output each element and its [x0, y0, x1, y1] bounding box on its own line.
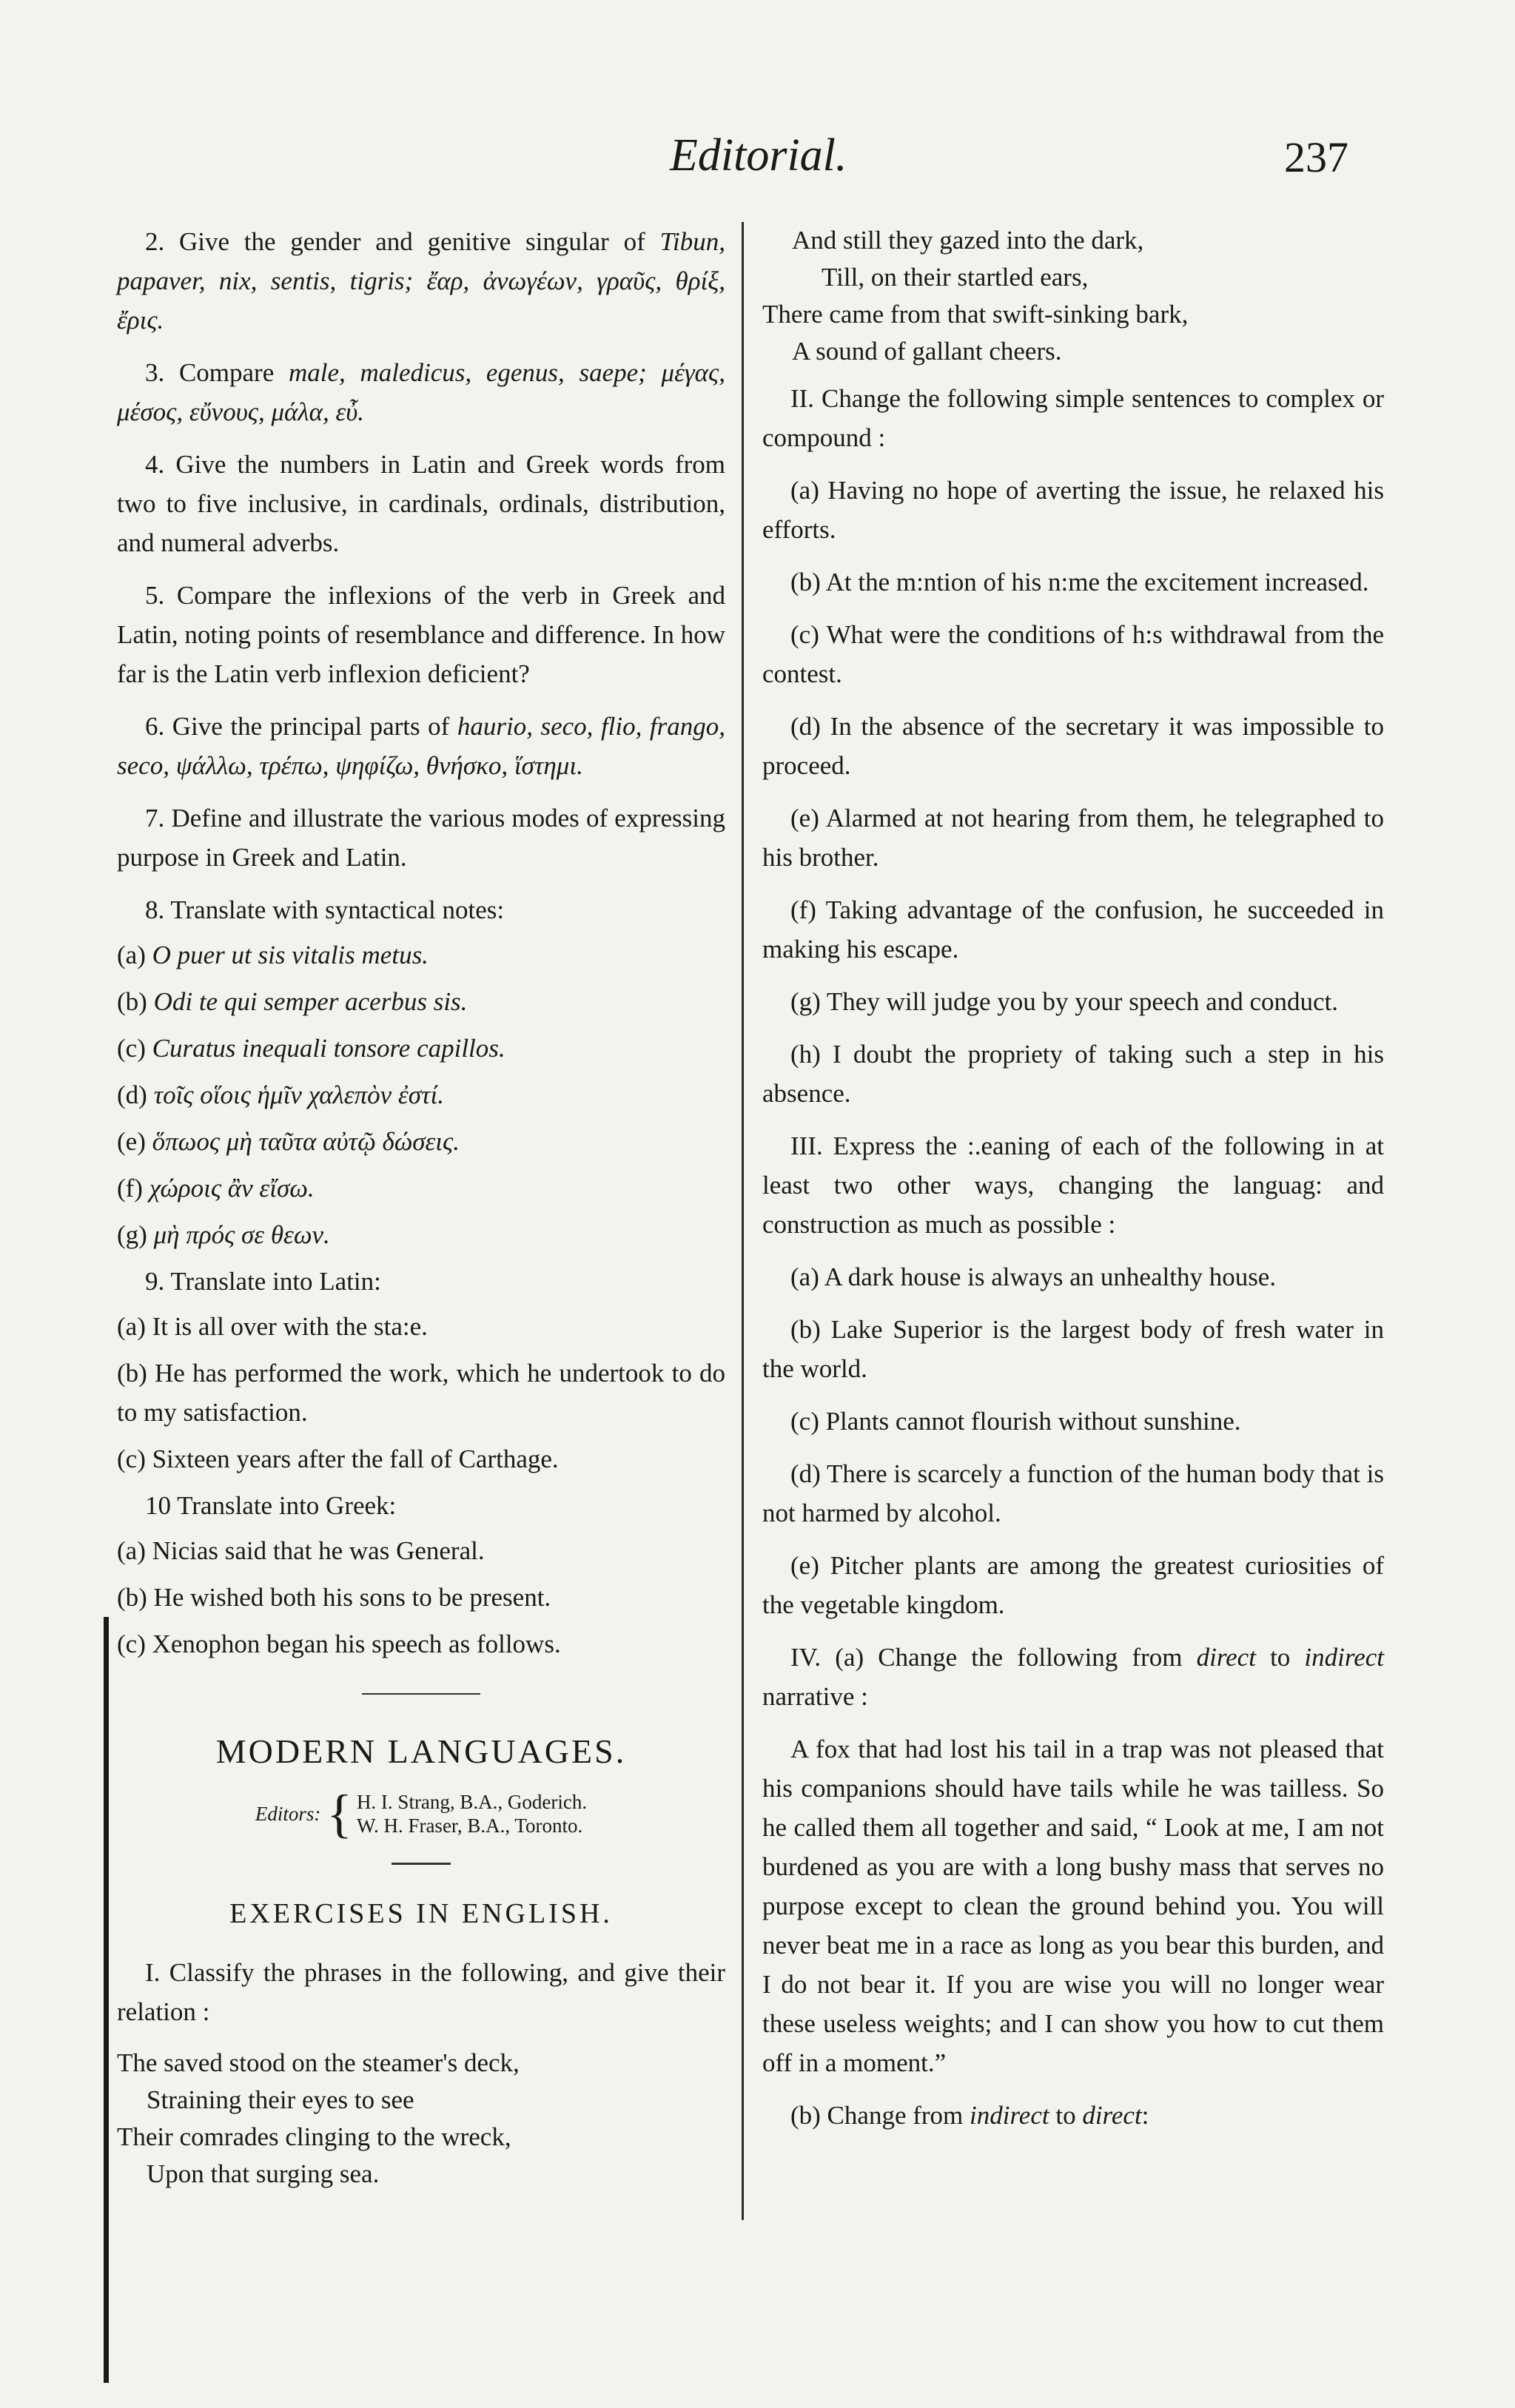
verse-line: Straining their eyes to see: [147, 2085, 414, 2114]
question-III: III. Express the :.eaning of each of the following in at least two other ways, changing the languag: and construction as much as possible :: [762, 1131, 1384, 1239]
question-III-item: (d) There is scarcely a function of the human body that is not harmed by alcohol.: [762, 1459, 1384, 1527]
exercise-heading: EXERCISES IN ENGLISH.: [229, 1898, 613, 1929]
question-II-item: (b) At the m:ntion of his n:me the excitement increased.: [790, 568, 1369, 596]
question-10-item: (c) Xenophon began his speech as follows.: [117, 1630, 561, 1658]
text: IV. (a) Change the following from: [790, 1643, 1197, 1672]
fable-passage: A fox that had lost his tail in a trap was not pleased that his companions should have tails while he was tailless. So he called them all together and said, “ Look at me, I am not burdened as you are with a long bushy mass that serves no purpose except to clean the ground behind you. You will never beat me in a race as long as you bear this burden, and I do not bear it. If you are wise you will no longer wear these useless weights; and I can show you how to cut them off in a moment.”: [762, 1735, 1384, 2077]
verse-line: Till, on their startled ears,: [822, 263, 1089, 292]
text: to: [1255, 1643, 1305, 1672]
question-2: [117, 222, 725, 340]
verse-line: Upon that surging sea.: [147, 2159, 380, 2188]
editor-name: W. H. Fraser, B.A., Toronto.: [356, 1815, 583, 1837]
question-II-item: (f) Taking advantage of the confusion, he succeeded in making his escape.: [762, 895, 1384, 963]
question-9-item: (c) Sixteen years after the fall of Carthage.: [117, 1445, 559, 1473]
question-6: [117, 707, 725, 785]
editors-block: [117, 1784, 725, 1843]
question-8-item: [117, 1122, 725, 1161]
item-label: (f): [117, 1174, 150, 1203]
item-label: (d): [117, 1080, 154, 1109]
section-divider: [362, 1693, 480, 1695]
question-IV-a: [762, 1638, 1384, 1716]
question-III-item: (e) Pitcher plants are among the greatest curiosities of the vegetable kingdom.: [762, 1551, 1384, 1619]
question-8-item: [117, 1075, 725, 1114]
item-text: O puer ut sis vitalis metus.: [152, 941, 429, 969]
item-label: (g): [117, 1220, 154, 1249]
question-10-item: (b) He wished both his sons to be present.: [117, 1583, 551, 1612]
item-label: (c): [117, 1034, 152, 1063]
editors-label: Editors:: [255, 1803, 321, 1825]
question-8-item: [117, 1168, 725, 1208]
verse-line: Their comrades clinging to the wreck,: [117, 2122, 511, 2151]
question-8-item: [117, 1029, 725, 1068]
question-9-item: (b) He has performed the work, which he undertook to do to my satisfaction.: [117, 1359, 725, 1427]
question-3-latin: male, maledicus, egenus, saepe;: [288, 358, 662, 387]
question-9-item: (a) It is all over with the sta:e.: [117, 1312, 428, 1341]
question-III-item: (a) A dark house is always an unhealthy house.: [790, 1262, 1277, 1291]
page-number: 237: [1284, 133, 1348, 181]
item-text: Curatus inequali tonsore capillos.: [152, 1034, 505, 1063]
verse-line: A sound of gallant cheers.: [792, 337, 1062, 366]
text: narrative :: [762, 1682, 868, 1711]
item-text: μὴ πρός σε θεων.: [153, 1220, 330, 1249]
left-margin-rule: [104, 1617, 109, 2383]
question-8-item: [117, 935, 725, 975]
question-III-item: (c) Plants cannot flourish without sunshine.: [790, 1407, 1241, 1436]
item-text: τοῖς οἵοις ἡμῖν χαλεπὸν ἐστί.: [153, 1080, 444, 1109]
short-divider: [392, 1863, 451, 1865]
text: :: [1141, 2101, 1149, 2130]
question-6-latin: haurio, seco, flio, frango, seco,: [117, 712, 725, 780]
question-II: II. Change the following simple sentences to complex or compound :: [762, 384, 1384, 452]
item-text: ὅπωος μὴ ταῦτα αὐτῷ δώσεις.: [152, 1127, 460, 1156]
question-2-latin: Tibun, papaver, nix, sentis, tigris;: [117, 227, 725, 295]
text: to: [1049, 2101, 1083, 2130]
question-3-greek: μέγας, μέσος, εὔνους, μάλα, εὖ.: [117, 358, 726, 426]
verse-line: And still they gazed into the dark,: [792, 226, 1144, 255]
question-7: 7. Define and illustrate the various modes of expressing purpose in Greek and Latin.: [117, 804, 725, 872]
question-4: 4. Give the numbers in Latin and Greek words from two to five inclusive, in cardinals, ordinals, distribution, and numeral adverbs.: [117, 450, 725, 557]
question-10-item: (a) Nicias said that he was General.: [117, 1536, 485, 1565]
question-2-text: 2. Give the gender and genitive singular of: [145, 227, 660, 256]
running-head: Editorial.: [670, 130, 847, 181]
item-label: (b): [117, 987, 154, 1016]
question-II-item: (h) I doubt the propriety of taking such a step in his absence.: [762, 1040, 1384, 1108]
question-8-item: [117, 1215, 725, 1254]
question-3: [117, 353, 725, 431]
question-II-item: (g) They will judge you by your speech and conduct.: [790, 987, 1339, 1016]
emphasis: indirect: [1304, 1643, 1384, 1672]
question-II-item: (c) What were the conditions of h:s withdrawal from the contest.: [762, 620, 1384, 688]
verse-block: [117, 2045, 725, 2193]
item-text: χώροις ἂν εἴσω.: [149, 1174, 315, 1203]
item-text: Odi te qui semper acerbus sis.: [153, 987, 468, 1016]
editors-list: [357, 1790, 587, 1837]
editor-name: H. I. Strang, B.A., Goderich.: [356, 1791, 588, 1813]
left-column: [117, 222, 725, 2202]
emphasis: direct: [1196, 1643, 1256, 1672]
item-label: (e): [117, 1127, 152, 1156]
question-8-items: [117, 935, 725, 1254]
question-9: 9. Translate into Latin:: [145, 1267, 381, 1296]
question-10: 10 Translate into Greek:: [145, 1491, 397, 1520]
item-label: (a): [117, 941, 152, 969]
question-8: 8. Translate with syntactical notes:: [145, 895, 505, 924]
verse-line: There came from that swift-sinking bark,: [762, 300, 1189, 329]
question-II-item: (a) Having no hope of averting the issue, he relaxed his efforts.: [762, 476, 1384, 544]
emphasis: indirect: [970, 2101, 1049, 2130]
question-II-item: (d) In the absence of the secretary it was impossible to proceed.: [762, 712, 1384, 780]
question-6-greek: ψάλλω, τρέπω, ψηφίζω, θνήσκο, ἵστημι.: [175, 751, 583, 780]
right-column: [762, 222, 1384, 2148]
brace-glyph: {: [326, 1784, 352, 1843]
text: (b) Change from: [790, 2101, 970, 2130]
question-5: 5. Compare the inflexions of the verb in Greek and Latin, noting points of resemblance and difference. In how far is the Latin verb inflexion deficient?: [117, 581, 725, 688]
question-III-item: (b) Lake Superior is the largest body of fresh water in the world.: [762, 1315, 1384, 1383]
section-heading: MODERN LANGUAGES.: [215, 1732, 627, 1770]
column-divider: [742, 222, 744, 2220]
page-header: [0, 130, 1515, 189]
question-II-item: (e) Alarmed at not hearing from them, he telegraphed to his brother.: [762, 804, 1384, 872]
question-6-text: 6. Give the principal parts of: [145, 712, 457, 741]
question-3-text: 3. Compare: [145, 358, 289, 387]
emphasis: direct: [1082, 2101, 1142, 2130]
question-2-greek: ἔαρ, ἀνωγέων, γραῦς, θρίξ, ἔρις.: [117, 266, 725, 334]
verse-block: [762, 222, 1384, 370]
verse-line: The saved stood on the steamer's deck,: [117, 2048, 520, 2077]
question-IV-b: [762, 2096, 1384, 2135]
question-8-item: [117, 982, 725, 1021]
question-I: I. Classify the phrases in the following, and give their relation :: [117, 1958, 725, 2026]
